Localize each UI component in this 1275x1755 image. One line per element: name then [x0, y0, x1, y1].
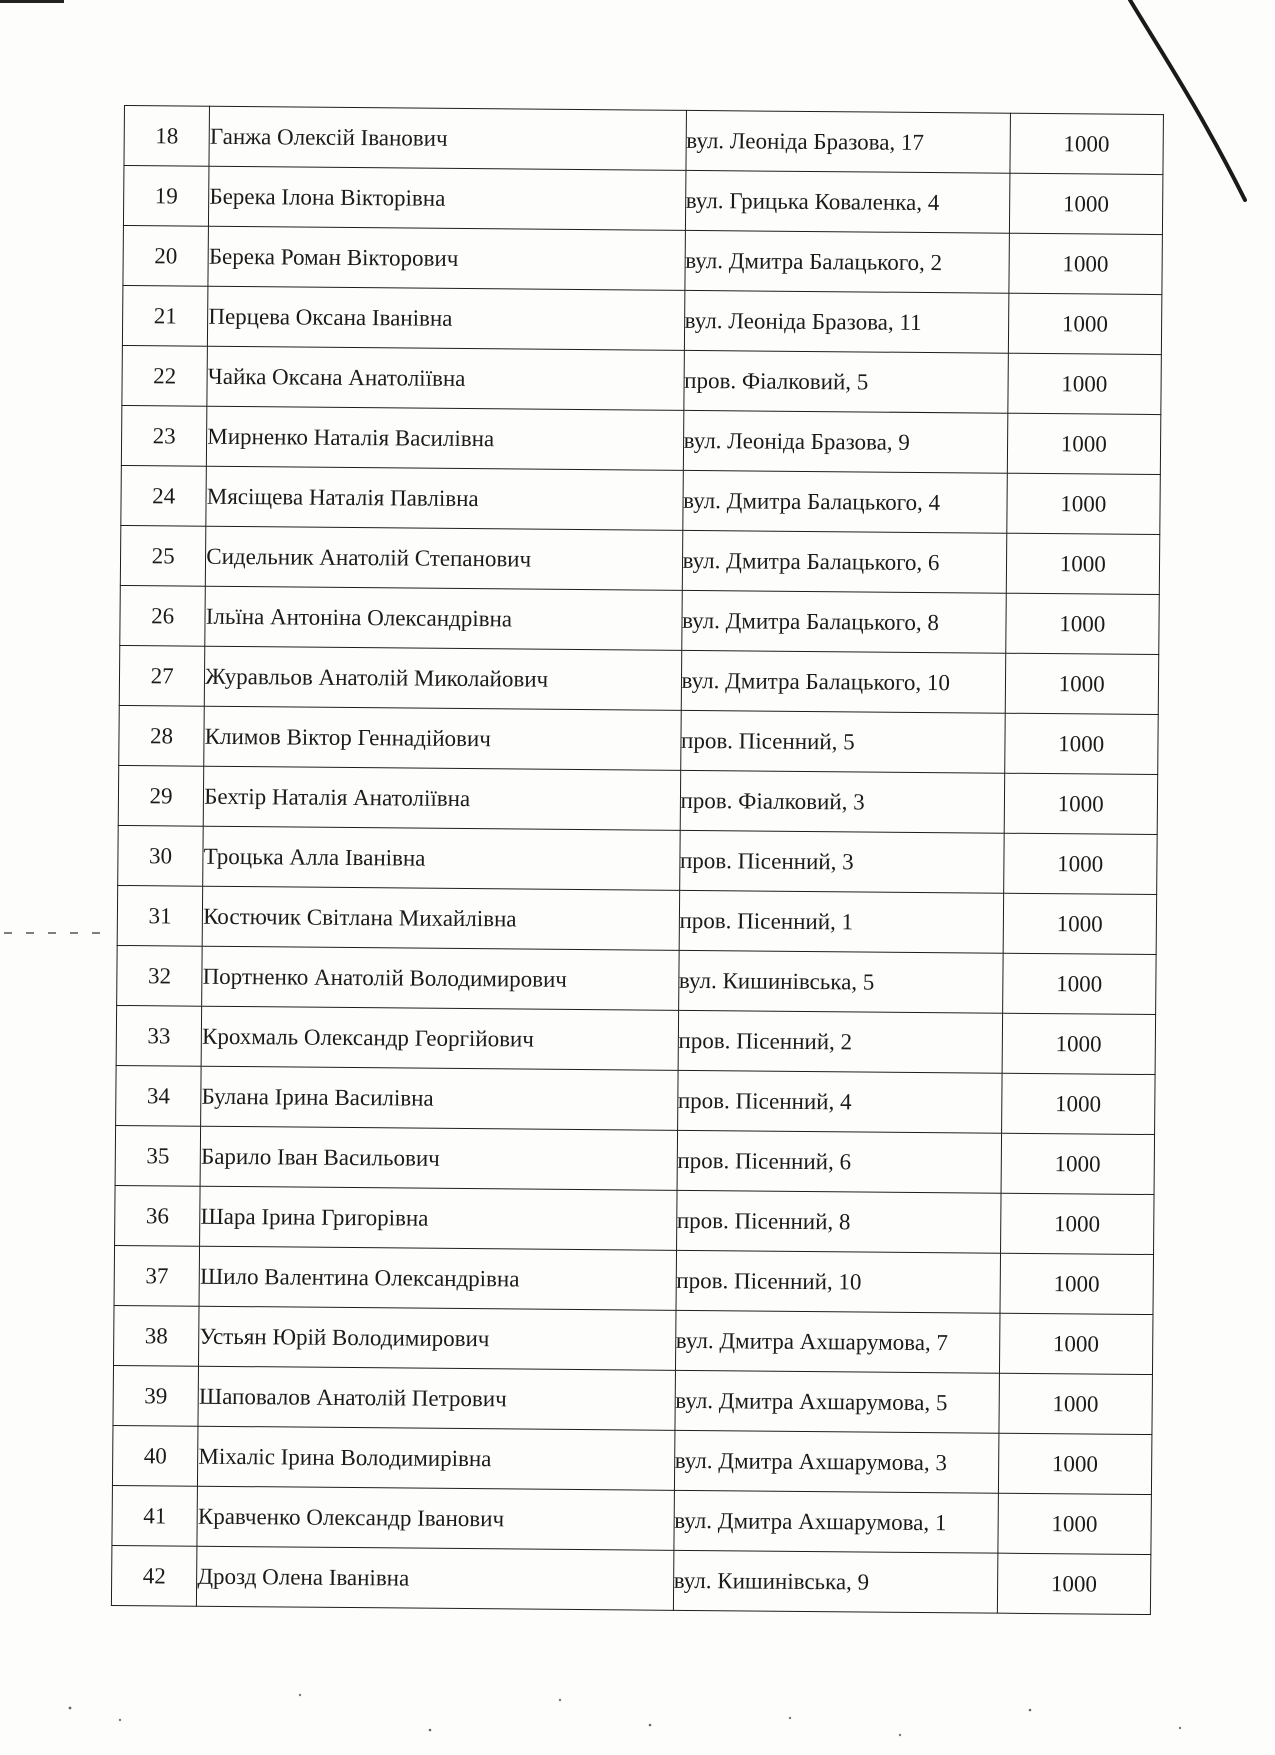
table-row — [115, 1125, 1154, 1194]
payment-amount: 1000 — [1007, 353, 1161, 414]
row-number: 34 — [116, 1065, 202, 1126]
payment-amount: 1000 — [1002, 953, 1156, 1014]
table-row — [119, 705, 1158, 774]
table-row — [122, 285, 1161, 354]
row-number: 29 — [118, 765, 204, 826]
payment-amount: 1000 — [1009, 113, 1163, 174]
row-number: 27 — [119, 645, 205, 706]
recipient-name: Устьян Юрій Володимирович — [199, 1306, 676, 1370]
payment-amount: 1000 — [1006, 473, 1160, 534]
row-number: 32 — [117, 945, 203, 1006]
payment-amount: 1000 — [997, 1493, 1151, 1554]
payment-amount: 1000 — [1006, 533, 1160, 594]
payment-amount: 1000 — [1002, 1013, 1156, 1074]
recipient-name: Шара Ірина Григорівна — [200, 1186, 677, 1250]
payment-amount: 1000 — [1005, 653, 1159, 714]
recipient-name: Бехтір Наталія Анатоліївна — [203, 766, 680, 830]
recipient-name: Кравченко Олександр Іванович — [197, 1486, 674, 1550]
payment-amount: 1000 — [1008, 233, 1162, 294]
recipient-name: Троцька Алла Іванівна — [203, 826, 680, 890]
row-number: 26 — [120, 585, 206, 646]
recipient-name: Сидельник Анатолій Степанович — [206, 526, 683, 590]
table-row — [116, 1065, 1155, 1134]
recipient-address: пров. Фіалковий, 3 — [680, 770, 1004, 833]
recipient-name: Костючик Світлана Михайлівна — [202, 886, 679, 950]
recipient-address: пров. Пісенний, 3 — [679, 830, 1003, 893]
payment-amount: 1000 — [1000, 1253, 1154, 1314]
recipient-address: вул. Дмитра Ахшарумова, 3 — [674, 1430, 998, 1493]
row-number: 35 — [115, 1125, 201, 1186]
payment-amount: 1000 — [1007, 413, 1161, 474]
payment-amount: 1000 — [1003, 833, 1157, 894]
payment-amount: 1000 — [1008, 293, 1162, 354]
row-number: 37 — [114, 1245, 200, 1306]
recipient-address: пров. Пісенний, 10 — [676, 1250, 1000, 1313]
table-row — [117, 945, 1156, 1014]
row-number: 21 — [122, 285, 208, 346]
table-row — [116, 1005, 1155, 1074]
row-number: 40 — [112, 1425, 198, 1486]
recipient-name: Берека Роман Вікторович — [208, 226, 685, 290]
recipient-name: Мясіщева Наталія Павлівна — [206, 466, 683, 530]
row-number: 30 — [118, 825, 204, 886]
payment-amount: 1000 — [1009, 173, 1163, 234]
row-number: 33 — [116, 1005, 202, 1066]
payment-amount: 1000 — [1001, 1133, 1155, 1194]
row-number: 22 — [122, 345, 208, 406]
payment-amount: 1000 — [1001, 1073, 1155, 1134]
table-row — [119, 645, 1158, 714]
recipient-address: пров. Пісенний, 6 — [677, 1130, 1001, 1193]
table-row — [114, 1305, 1153, 1374]
table-row — [117, 885, 1156, 954]
recipient-address: вул. Дмитра Балацького, 10 — [681, 650, 1005, 713]
recipient-address: вул. Дмитра Ахшарумова, 7 — [675, 1310, 999, 1373]
recipient-name: Шаповалов Анатолій Петрович — [198, 1366, 675, 1430]
recipient-address: пров. Фіалковий, 5 — [683, 350, 1007, 413]
recipient-name: Дрозд Олена Іванівна — [197, 1546, 674, 1610]
row-number: 20 — [123, 225, 209, 286]
payment-amount: 1000 — [1005, 593, 1159, 654]
row-number: 31 — [117, 885, 203, 946]
recipient-name: Журавльов Анатолій Миколайович — [204, 646, 681, 710]
row-number: 19 — [123, 166, 209, 227]
payment-amount: 1000 — [997, 1553, 1151, 1614]
row-number: 24 — [121, 465, 207, 526]
payment-amount: 1000 — [1004, 773, 1158, 834]
row-number: 42 — [111, 1545, 197, 1606]
recipient-name: Міхаліс Ірина Володимирівна — [198, 1426, 675, 1490]
recipient-address: пров. Пісенний, 5 — [680, 710, 1004, 773]
row-number: 41 — [112, 1485, 198, 1546]
recipient-address: вул. Дмитра Балацького, 2 — [685, 230, 1009, 293]
table-row — [120, 585, 1159, 654]
payment-amount: 1000 — [1003, 893, 1157, 954]
row-number: 25 — [120, 525, 206, 586]
table-row — [114, 1245, 1153, 1314]
recipient-name: Барило Іван Васильович — [200, 1126, 677, 1190]
row-number: 18 — [124, 106, 210, 167]
row-number: 36 — [115, 1185, 201, 1246]
payment-amount: 1000 — [998, 1373, 1152, 1434]
recipient-address: вул. Дмитра Ахшарумова, 5 — [675, 1370, 999, 1433]
payment-amount: 1000 — [998, 1433, 1152, 1494]
recipient-name: Мирненко Наталія Василівна — [207, 406, 684, 470]
recipient-name: Берека Ілона Вікторівна — [209, 166, 686, 230]
recipient-name: Чайка Оксана Анатоліївна — [207, 346, 684, 410]
payment-amount: 1000 — [1004, 713, 1158, 774]
scan-edge-mark — [0, 0, 64, 3]
recipient-address: пров. Пісенний, 1 — [679, 890, 1003, 953]
recipient-address: вул. Леоніда Бразова, 11 — [684, 290, 1008, 353]
recipient-address: вул. Кишинівська, 5 — [678, 950, 1002, 1013]
recipient-address: вул. Кишинівська, 9 — [673, 1550, 997, 1613]
recipient-name: Климов Віктор Геннадійович — [204, 706, 681, 770]
recipient-address: вул. Грицька Коваленка, 4 — [685, 170, 1009, 233]
table-row — [113, 1365, 1152, 1434]
recipient-name: Ільїна Антоніна Олександрівна — [205, 586, 682, 650]
scan-dash-mark — [4, 931, 114, 935]
recipient-address: вул. Дмитра Ахшарумова, 1 — [674, 1490, 998, 1553]
recipient-address: пров. Пісенний, 2 — [678, 1010, 1002, 1073]
table-row — [111, 1545, 1150, 1614]
table-row — [120, 525, 1159, 594]
recipient-name: Перцева Оксана Іванівна — [208, 286, 685, 350]
table-row — [112, 1425, 1151, 1494]
payment-amount: 1000 — [1000, 1193, 1154, 1254]
row-number: 38 — [114, 1305, 200, 1366]
table-row — [124, 106, 1163, 175]
scan-noise-dots — [0, 1680, 1275, 1740]
recipient-address: пров. Пісенний, 8 — [676, 1190, 1000, 1253]
table-row — [123, 225, 1162, 294]
row-number: 28 — [119, 705, 205, 766]
table-row — [122, 345, 1161, 414]
table-row — [123, 166, 1162, 235]
table-row — [118, 765, 1157, 834]
recipients-table — [111, 105, 1164, 1615]
recipient-name: Ганжа Олексій Іванович — [209, 106, 686, 170]
table-row — [121, 465, 1160, 534]
table-row — [115, 1185, 1154, 1254]
table-row — [121, 405, 1160, 474]
payment-amount: 1000 — [999, 1313, 1153, 1374]
table-row — [112, 1485, 1151, 1554]
recipient-address: вул. Дмитра Балацького, 4 — [682, 470, 1006, 533]
recipient-name: Булана Ірина Василівна — [201, 1066, 678, 1130]
recipient-name: Шило Валентина Олександрівна — [199, 1246, 676, 1310]
recipient-address: вул. Дмитра Балацького, 8 — [681, 590, 1005, 653]
table-row — [118, 825, 1157, 894]
recipient-name: Портненко Анатолій Володимирович — [202, 946, 679, 1010]
row-number: 23 — [121, 405, 207, 466]
recipient-address: пров. Пісенний, 4 — [677, 1070, 1001, 1133]
recipient-address: вул. Дмитра Балацького, 6 — [682, 530, 1006, 593]
row-number: 39 — [113, 1365, 199, 1426]
recipient-name: Крохмаль Олександр Георгійович — [201, 1006, 678, 1070]
recipient-address: вул. Леоніда Бразова, 9 — [683, 410, 1007, 473]
recipient-address: вул. Леоніда Бразова, 17 — [686, 110, 1010, 173]
